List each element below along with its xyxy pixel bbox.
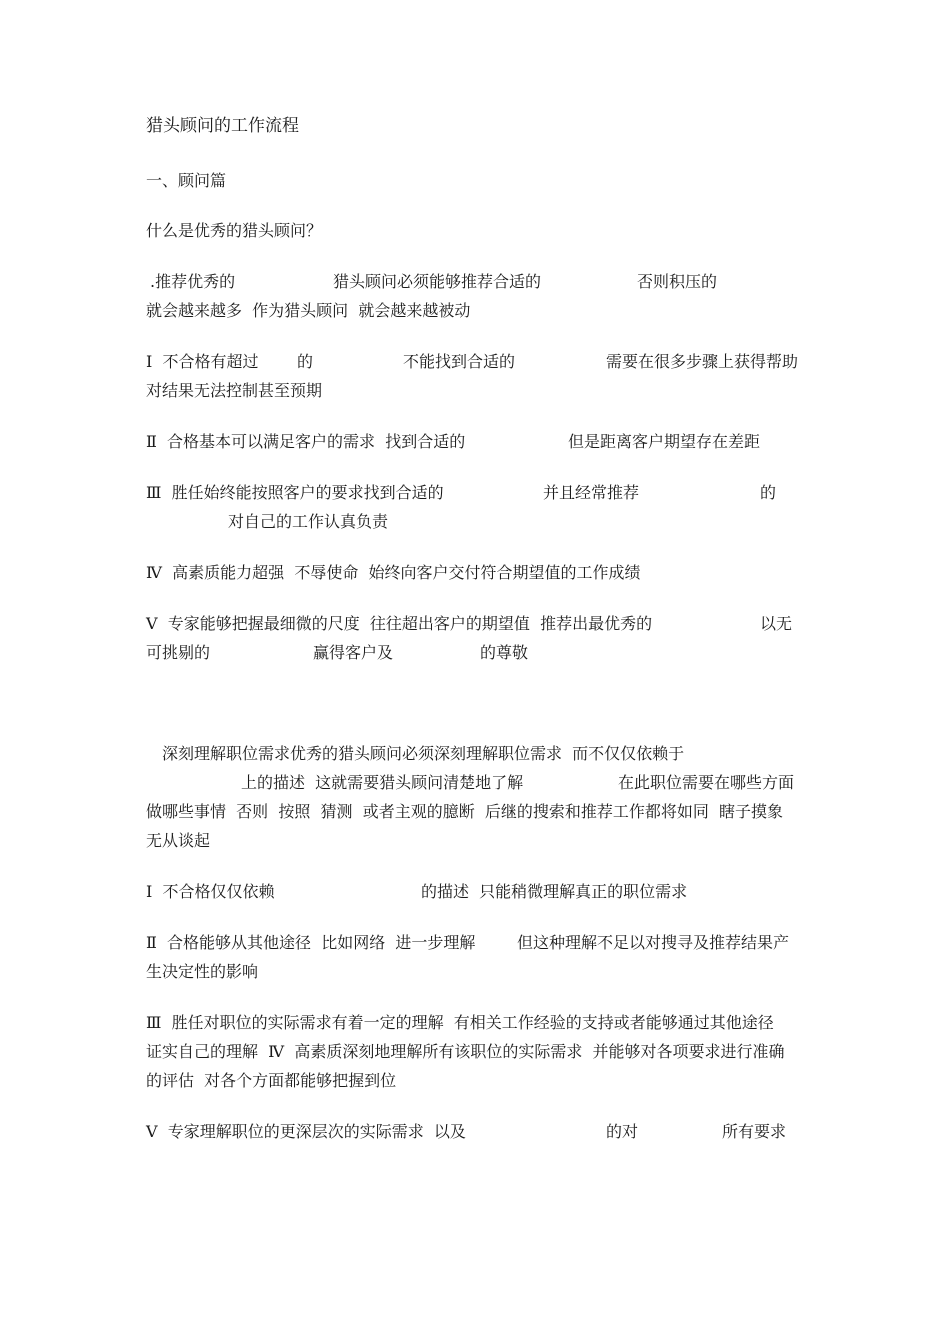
level-item: Ⅳ 高素质能力超强 不辱使命 始终向客户交付符合期望值的工作成绩: [146, 563, 641, 582]
level-item: Ⅴ 专家理解职位的更深层次的实际需求 以及: [146, 1122, 466, 1141]
level-item: Ⅲ 胜任对职位的实际需求有着一定的理解 有相关工作经验的支持或者能够通过其他途径: [146, 1013, 774, 1032]
level-item: Ⅱ 合格能够从其他途径 比如网络 进一步理解: [146, 933, 476, 952]
level-item: Ⅴ 专家能够把握最细微的尺度 往往超出客户的期望值 推荐出最优秀的: [146, 614, 653, 633]
level-item: 生决定性的影响: [146, 962, 259, 981]
level-item: 但是距离客户期望存在差距: [568, 432, 761, 451]
level-item: 证实自己的理解 Ⅳ 高素质深刻地理解所有该职位的实际需求 并能够对各项要求进行准确: [146, 1042, 785, 1061]
paragraph-line: 猎头顾问必须能够推荐合适的: [333, 272, 542, 291]
paragraph-line: 上的描述 这就需要猎头顾问清楚地了解: [241, 773, 524, 792]
level-item: 的尊敬: [480, 643, 529, 662]
level-item: 对自己的工作认真负责: [228, 512, 389, 531]
level-item: 的评估 对各个方面都能够把握到位: [146, 1071, 397, 1090]
level-item: 的描述 只能稍微理解真正的职位需求: [421, 882, 688, 901]
paragraph-line: 否则积压的: [637, 272, 718, 291]
level-item: 可挑剔的: [146, 643, 211, 662]
level-item: 不能找到合适的: [403, 352, 516, 371]
paragraph-line: 深刻理解职位需求优秀的猎头顾问必须深刻理解职位需求 而不仅仅依赖于: [162, 744, 685, 763]
section-heading: 一、顾问篇: [146, 171, 227, 190]
level-item: Ⅲ 胜任始终能按照客户的要求找到合适的: [146, 483, 444, 502]
document-title: 猎头顾问的工作流程: [146, 116, 299, 136]
level-item: 对结果无法控制甚至预期: [146, 381, 323, 400]
level-item: 并且经常推荐: [543, 483, 640, 502]
question-heading: 什么是优秀的猎头顾问？: [146, 221, 323, 240]
level-item: 但这种理解不足以对搜寻及推荐结果产: [517, 933, 790, 952]
paragraph-line: 无从谈起: [146, 831, 211, 850]
level-item: 以无: [760, 614, 793, 633]
level-item: Ⅰ 不合格仅仅依赖: [146, 882, 275, 901]
level-item: Ⅱ 合格基本可以满足客户的需求 找到合适的: [146, 432, 466, 451]
paragraph-line: 就会越来越多 作为猎头顾问 就会越来越被动: [146, 301, 471, 320]
paragraph-line: 做哪些事情 否则 按照 猜测 或者主观的臆断 后继的搜索和推荐工作都将如同 瞎子摸象: [146, 802, 784, 821]
paragraph-line: .推荐优秀的: [150, 272, 236, 291]
level-item: Ⅰ 不合格有超过: [146, 352, 259, 371]
level-item: 的对: [606, 1122, 639, 1141]
level-item: 需要在很多步骤上获得帮助: [606, 352, 799, 371]
level-item: 赢得客户及: [313, 643, 394, 662]
level-item: 所有要求: [722, 1122, 787, 1141]
level-item: 的: [760, 483, 777, 502]
paragraph-line: 在此职位需要在哪些方面: [618, 773, 795, 792]
level-item: 的: [297, 352, 314, 371]
